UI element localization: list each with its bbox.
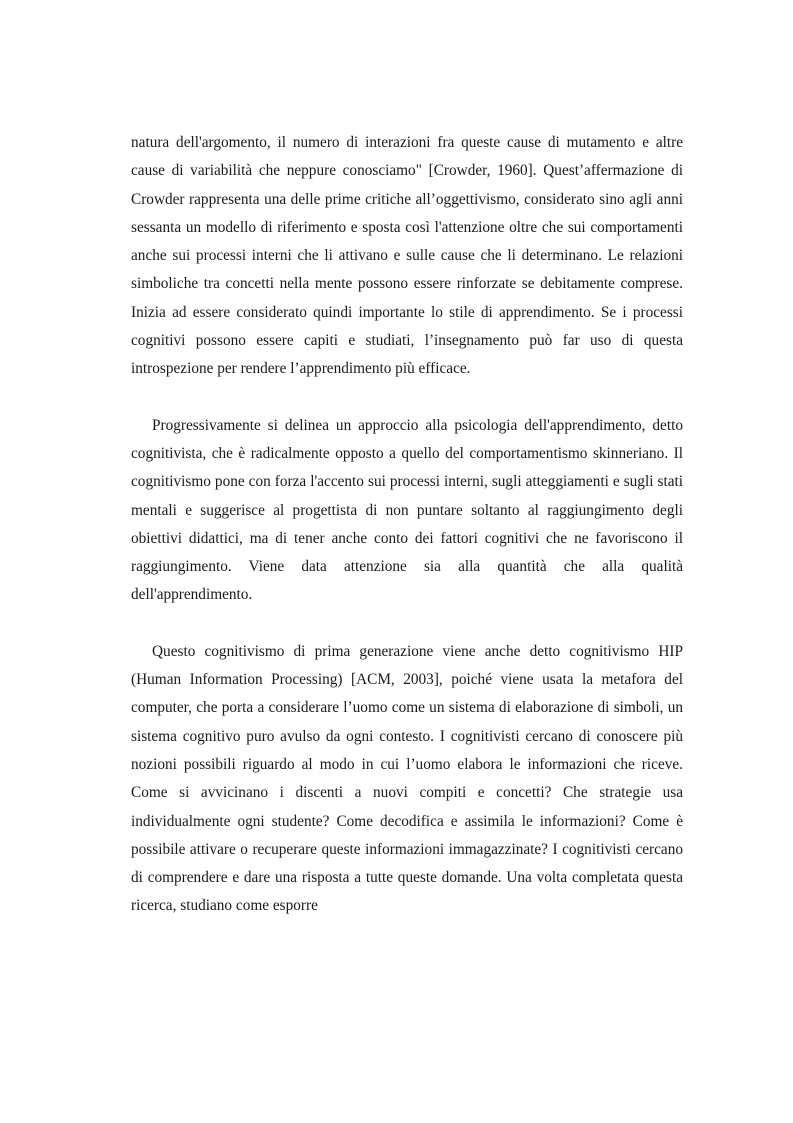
paragraph-cognitivist-approach: Progressivamente si delinea un approccio alla psicologia dell'apprendimento, detto cognitivista, che è radicalmente opposto a quello del comportamentismo skinneriano. Il cognitivismo pone con forza l'accento sui processi interni, sugli atteggiamenti e sugli stati mentali e suggerisce al progettista di non puntare soltanto al raggiungimento degli obiettivi didattici, ma di tener anche conto dei fattori cognitivi che ne favoriscono il raggiungimento. Viene data attenzione sia alla quantità che alla qualità dell'apprendimento. xyxy=(131,416,683,604)
document-page xyxy=(131,129,683,921)
paragraph-hip-cognitivism: Questo cognitivismo di prima generazione viene anche detto cognitivismo HIP (Human Information Processing) [ACM, 2003], poiché viene usata la metafora del computer, che porta a considerare l’uomo come un sistema di elaborazione di simboli, un sistema cognitivo puro avulso da ogni contesto. I cognitivisti cercano di conoscere più nozioni possibili riguardo al modo in cui l’uomo elabora le informazioni che riceve. Come si avvicinano i discenti a nuovi compiti e concetti? Che strategie usa individualmente ogni studente? Come decodifica e assimila le informazioni? Come è possibile attivare o recuperare queste informazioni immagazzinate? I cognitivisti cercano di comprendere e dare una risposta a tutte queste domande. Una volta completata questa ricerca, studiano come esporre xyxy=(131,642,683,915)
paragraph-crowder-continuation: natura dell'argomento, il numero di interazioni fra queste cause di mutamento e altre cause di variabilità che neppure conosciamo" [Crowder, 1960]. Quest’affermazione di Crowder rappresenta una delle prime critiche all’oggettivismo, considerato sino agli anni sessanta un modello di riferimento e sposta così l'attenzione oltre che sui comportamenti anche sui processi interni che li attivano e sulle cause che li determinano. Le relazioni simboliche tra concetti nella mente possono essere rinforzate se debitamente comprese. Inizia ad essere considerato quindi importante lo stile di apprendimento. Se i processi cognitivi possono essere capiti e studiati, l’insegnamento può far uso di questa introspezione per rendere l’apprendimento più efficace. xyxy=(131,134,683,378)
